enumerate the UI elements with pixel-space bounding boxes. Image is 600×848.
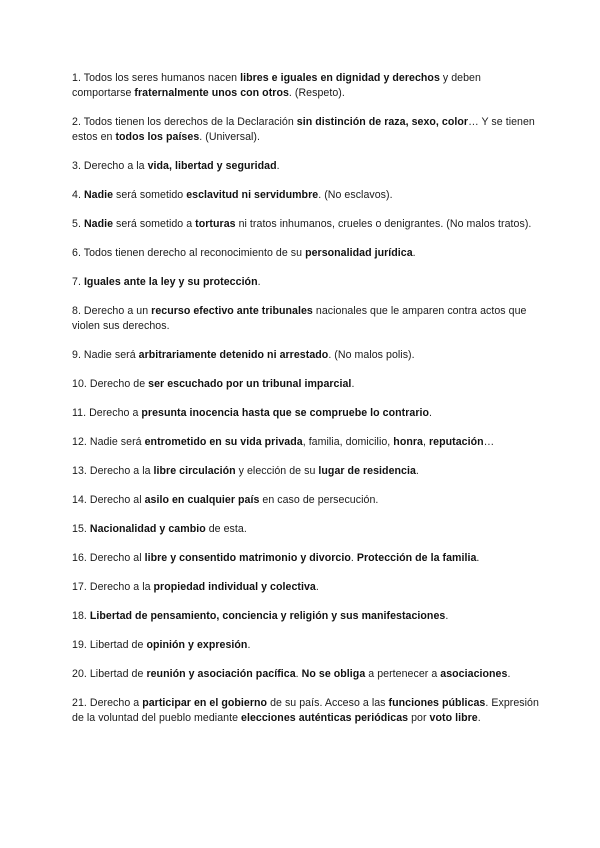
body-text: . — [412, 247, 416, 259]
emphasis-text: sin distinción de raza, sexo, color — [296, 116, 469, 128]
article-item — [72, 609, 540, 624]
body-text: 2. Todos tienen los derechos de la Declaración — [72, 116, 297, 128]
emphasis-text: personalidad jurídica — [305, 247, 413, 259]
body-text: en caso de persecución. — [259, 494, 379, 506]
body-text: . — [429, 407, 433, 419]
body-text: . (No malos polis). — [328, 349, 415, 361]
article-item — [72, 217, 540, 232]
emphasis-text: arbitrariamente detenido ni arrestado — [138, 349, 329, 361]
article-item — [72, 493, 540, 508]
body-text: 15. — [72, 523, 90, 535]
body-text: 3. Derecho a la — [72, 160, 148, 172]
article-item — [72, 246, 540, 261]
article-item — [72, 580, 540, 595]
body-text: 17. Derecho a la — [72, 581, 154, 593]
body-text: 20. Libertad de — [72, 668, 147, 680]
emphasis-text: Libertad de pensamiento, conciencia y religión y sus manifestaciones — [89, 610, 446, 622]
article-item — [72, 638, 540, 653]
emphasis-text: reunión y asociación pacífica — [146, 668, 296, 680]
body-text: . — [477, 712, 481, 724]
article-item — [72, 304, 540, 334]
body-text: . — [507, 668, 511, 680]
body-text: será sometido — [113, 189, 187, 201]
article-item — [72, 159, 540, 174]
body-text: por — [408, 712, 430, 724]
body-text: de esta. — [205, 523, 247, 535]
article-item — [72, 406, 540, 421]
emphasis-text: entrometido en su vida privada — [144, 436, 303, 448]
body-text: . — [276, 160, 280, 172]
emphasis-text: Nadie — [83, 218, 114, 230]
emphasis-text: Nadie — [83, 189, 114, 201]
body-text: . — [315, 581, 319, 593]
body-text: 18. — [72, 610, 90, 622]
body-text: . (Respeto). — [288, 87, 345, 99]
body-text: a pertenecer a — [365, 668, 441, 680]
body-text: , familia, domicilio, — [302, 436, 394, 448]
body-text: 13. Derecho a la — [72, 465, 154, 477]
article-item — [72, 435, 540, 450]
article-item — [72, 71, 540, 101]
emphasis-text: No se obliga — [301, 668, 366, 680]
emphasis-text: elecciones auténticas periódicas — [241, 712, 409, 724]
emphasis-text: voto libre — [429, 712, 478, 724]
body-text: 19. Libertad de — [72, 639, 147, 651]
emphasis-text: esclavitud ni servidumbre — [186, 189, 319, 201]
body-text: … Y se tienen estos en — [72, 116, 535, 143]
emphasis-text: libre circulación — [153, 465, 236, 477]
emphasis-text: Nacionalidad y cambio — [89, 523, 206, 535]
body-text: . (Universal). — [199, 131, 261, 143]
body-text: . Expresión de la voluntad del pueblo mediante — [72, 697, 539, 724]
body-text: . — [415, 465, 419, 477]
article-item — [72, 696, 540, 726]
body-text: 12. Nadie será — [72, 436, 145, 448]
body-text: 11. Derecho a — [72, 407, 142, 419]
body-text: . — [445, 610, 449, 622]
body-text: , — [422, 436, 429, 448]
body-text: . — [257, 276, 261, 288]
body-text: 14. Derecho al — [72, 494, 145, 506]
emphasis-text: libres e iguales en dignidad y derechos — [240, 72, 440, 84]
body-text: será sometido a — [113, 218, 196, 230]
rights-list — [72, 71, 540, 726]
article-item — [72, 667, 540, 682]
body-text: ni tratos inhumanos, crueles o denigrantes. (No malos tratos). — [235, 218, 532, 230]
body-text: . — [350, 552, 357, 564]
body-text: . — [476, 552, 480, 564]
emphasis-text: Iguales ante la ley y su protección — [83, 276, 258, 288]
emphasis-text: opinión y expresión — [146, 639, 248, 651]
emphasis-text: funciones públicas — [388, 697, 486, 709]
emphasis-text: ser escuchado por un tribunal imparcial — [148, 378, 352, 390]
emphasis-text: torturas — [195, 218, 236, 230]
article-item — [72, 188, 540, 203]
emphasis-text: libre y consentido matrimonio y divorcio — [144, 552, 351, 564]
emphasis-text: participar en el gobierno — [142, 697, 268, 709]
emphasis-text: asilo en cualquier país — [144, 494, 260, 506]
body-text: 10. Derecho de — [72, 378, 149, 390]
emphasis-text: recurso efectivo ante tribunales — [151, 305, 313, 317]
emphasis-text: Protección de la familia — [356, 552, 477, 564]
emphasis-text: reputación — [428, 436, 484, 448]
body-text: … — [483, 436, 495, 448]
article-item — [72, 522, 540, 537]
article-item — [72, 464, 540, 479]
article-item — [72, 551, 540, 566]
body-text: 21. Derecho a — [72, 697, 143, 709]
emphasis-text: presunta inocencia hasta que se compruebe lo contrario — [141, 407, 430, 419]
body-text: 4. — [72, 189, 84, 201]
emphasis-text: fraternalmente unos con otros — [134, 87, 289, 99]
body-text: 1. Todos los seres humanos nacen — [72, 72, 241, 84]
article-item — [72, 275, 540, 290]
body-text: y elección de su — [235, 465, 319, 477]
emphasis-text: asociaciones — [440, 668, 508, 680]
body-text: 7. — [72, 276, 84, 288]
emphasis-text: propiedad individual y colectiva — [153, 581, 316, 593]
article-item — [72, 115, 540, 145]
body-text: de su país. Acceso a las — [267, 697, 389, 709]
emphasis-text: vida, libertad y seguridad — [147, 160, 277, 172]
body-text: . — [295, 668, 302, 680]
emphasis-text: lugar de residencia — [318, 465, 416, 477]
article-item — [72, 348, 540, 363]
body-text: y deben comportarse — [72, 72, 481, 99]
emphasis-text: todos los países — [115, 131, 200, 143]
body-text: . (No esclavos). — [318, 189, 393, 201]
article-item — [72, 377, 540, 392]
body-text: 6. Todos tienen derecho al reconocimiento de su — [72, 247, 306, 259]
body-text: . — [351, 378, 355, 390]
body-text: . — [247, 639, 251, 651]
body-text: 8. Derecho a un — [72, 305, 152, 317]
body-text: 16. Derecho al — [72, 552, 145, 564]
emphasis-text: honra — [393, 436, 423, 448]
body-text: 5. — [72, 218, 84, 230]
body-text: nacionales que le amparen contra actos que violen sus derechos. — [72, 305, 527, 332]
body-text: 9. Nadie será — [72, 349, 139, 361]
